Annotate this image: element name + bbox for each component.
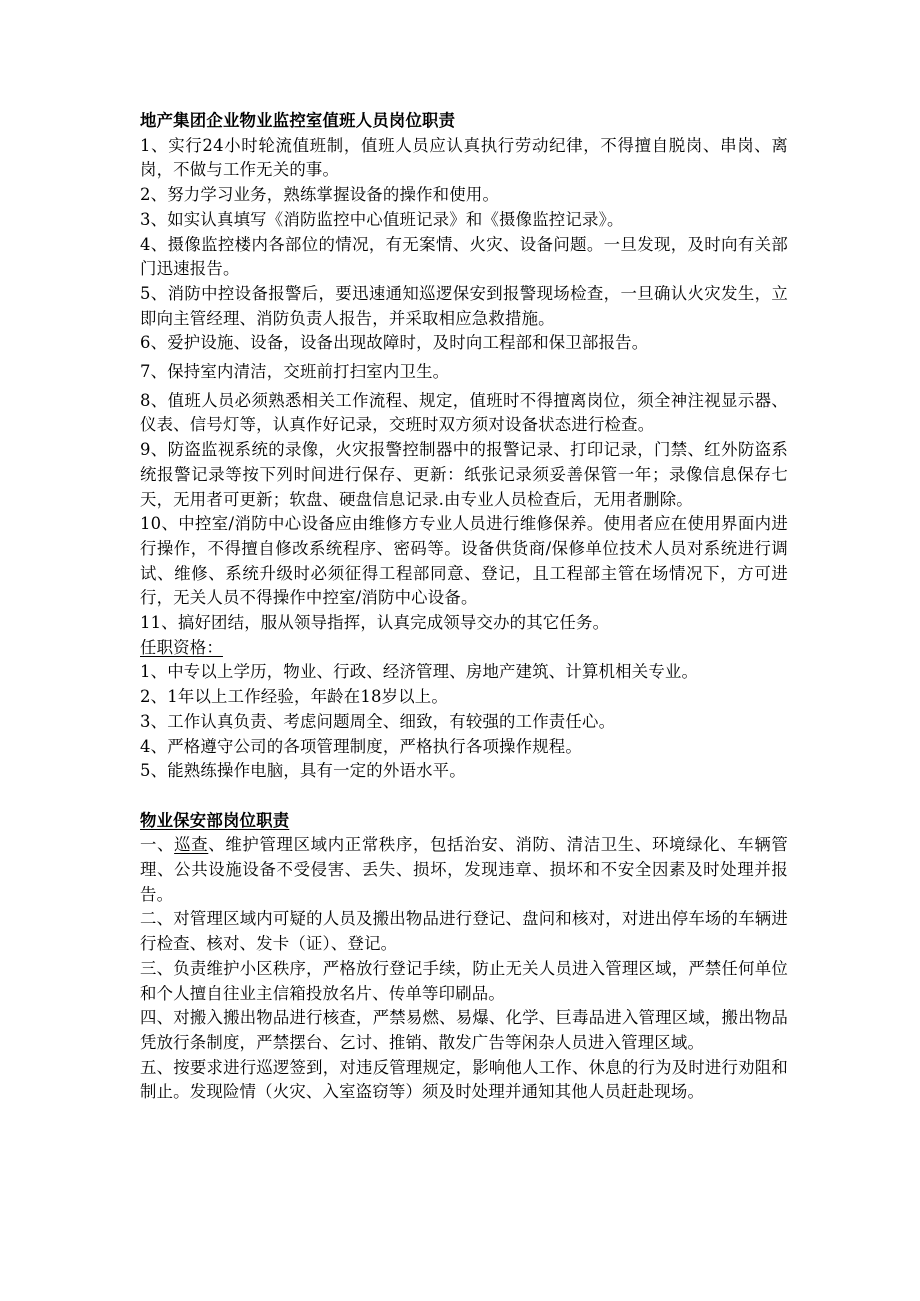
section-spacer [140,784,788,809]
duty-item-1: 1、实行24小时轮流值班制，值班人员应认真执行劳动纪律，不得擅自脱岗、串岗、离岗，不做与工作无关的事。 [140,135,788,180]
duty-item-9: 9、防盗监视系统的录像，火灾报警控制器中的报警记录、打印记录，门禁、红外防盗系统报警记录等按下列时间进行保存、更新：纸张记录须妥善保管一年；录像信息保存七天，无用者可更新；软盘、硬盘信息记录.由专业人员检查后，无用者删除。 [140,440,788,509]
qualifications-heading-text: 任职资格： [140,637,223,657]
duty-item-3: 3、如实认真填写《消防监控中心值班记录》和《摄像监控记录》。 [140,209,624,229]
security-item-1-keyword: 巡查 [174,835,209,855]
security-item-4: 四、对搬入搬出物品进行核查，严禁易燃、易爆、化学、巨毒品进入管理区域，搬出物品凭放行条制度，严禁摆台、乞讨、推销、散发广告等闲杂人员进入管理区域。 [140,1008,788,1052]
qualifications-heading [140,636,788,661]
security-item-3: 三、负责维护小区秩序，严格放行登记手续，防止无关人员进入管理区域，严禁任何单位和个人擅自往业主信箱投放名片、传单等印刷品。 [140,958,788,1003]
security-item-1-text: 、维护管理区域内正常秩序，包括治安、消防、清洁卫生、环境绿化、车辆管理、公共设施设备不受侵害、丢失、损坏，发现违章、损坏和不安全因素及时处理并报告。 [140,835,788,904]
section2-title [140,809,788,834]
qualification-item-3: 3、工作认真负责、考虑问题周全、细致，有较强的工作责任心。 [140,711,616,731]
security-item-5: 五、按要求进行巡逻签到，对违反管理规定，影响他人工作、休息的行为及时进行劝阻和制止。发现险情（火灾、入室盗窃等）须及时处理并通知其他人员赶赴现场。 [140,1057,788,1102]
duty-item-5: 5、消防中控设备报警后，要迅速通知巡逻保安到报警现场检查，一旦确认火灾发生，立即向主管经理、消防负责人报告，并采取相应急救措施。 [140,283,788,328]
qualification-item-5: 5、能熟练操作电脑，具有一定的外语水平。 [140,761,466,781]
security-item-1 [140,833,788,907]
qualification-item-2: 2、1年以上工作经验，年龄在18岁以上。 [140,687,448,707]
duty-item-7: 7、保持室内清洁，交班前打扫室内卫生。 [140,362,450,382]
section1-title: 地产集团企业物业监控室值班人员岗位职责 [140,111,456,130]
duty-item-6: 6、爱护设施、设备，设备出现故障时，及时向工程部和保卫部报告。 [140,333,649,353]
qualification-item-1: 1、中专以上学历，物业、行政、经济管理、房地产建筑、计算机相关专业。 [140,662,699,682]
section2-title-text: 物业保安部岗位职责 [140,810,290,830]
security-item-1-prefix: 一、 [140,835,175,855]
duty-item-4: 4、摄像监控楼内各部位的情况，有无案情、火灾、设备问题。一旦发现，及时向有关部门迅速报告。 [140,234,788,279]
document-page [140,109,788,1105]
duty-item-11: 11、搞好团结，服从领导指挥，认真完成领导交办的其它任务。 [140,613,610,633]
duty-item-2: 2、努力学习业务，熟练掌握设备的操作和使用。 [140,185,500,205]
duty-item-8: 8、值班人员必须熟悉相关工作流程、规定，值班时不得擅离岗位，须全神注视显示器、仪表、信号灯等，认真作好记录，交班时双方须对设备状态进行检查。 [140,390,788,435]
duty-item-10: 10、中控室/消防中心设备应由维修方专业人员进行维修保养。使用者应在使用界面内进行操作，不得擅自修改系统程序、密码等。设备供货商/保修单位技术人员对系统进行调试、维修、系统升级时必须征得工程部同意、登记，且工程部主管在场情况下，方可进行，无关人员不得操作中控室/消防中心设备。 [140,514,788,608]
security-item-2: 二、对管理区域内可疑的人员及搬出物品进行登记、盘问和核对，对进出停车场的车辆进行检查、核对、发卡（证）、登记。 [140,909,788,954]
qualification-item-4: 4、严格遵守公司的各项管理制度，严格执行各项操作规程。 [140,736,582,756]
